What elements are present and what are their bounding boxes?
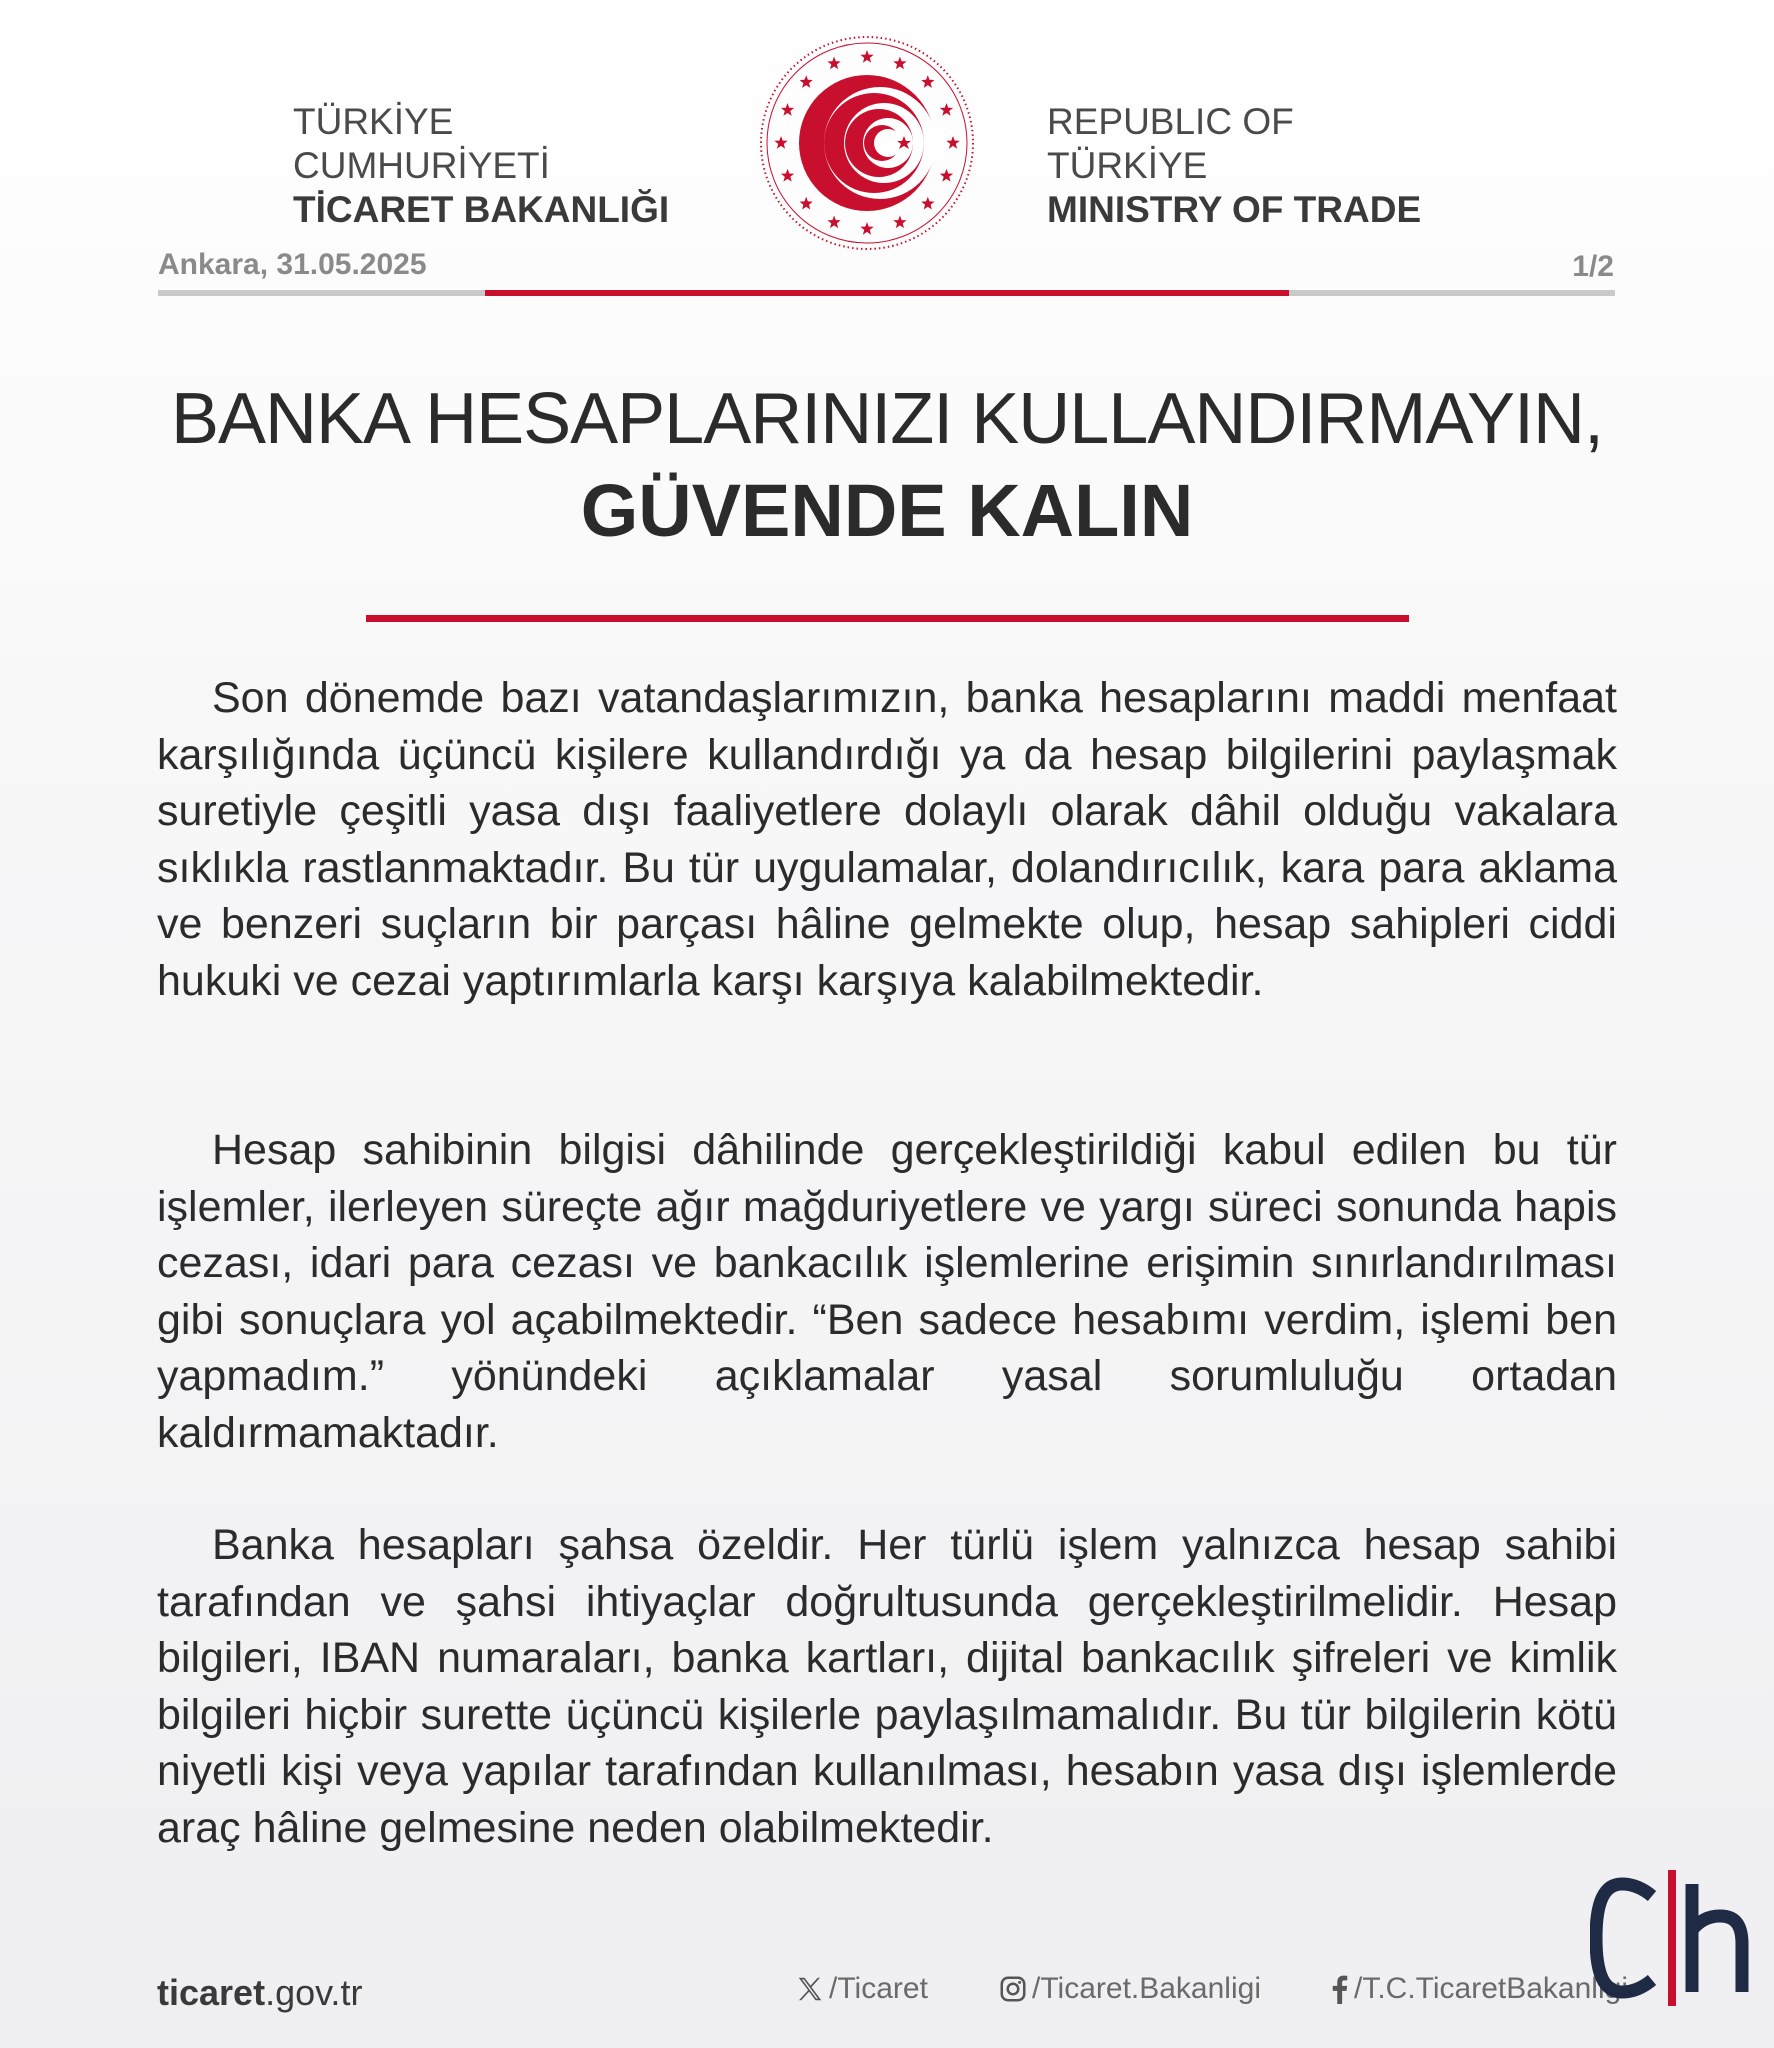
header-left-block: [293, 100, 683, 232]
emblem-star-icon: [800, 197, 813, 210]
header-left-line2: TİCARET BAKANLIĞI: [293, 189, 670, 230]
title-line-2: GÜVENDE KALIN: [580, 469, 1194, 552]
emblem-star-icon: [893, 57, 906, 70]
body-paragraph-2: Hesap sahibinin bilgisi dâhilinde gerçekleştirildiği kabul edilen bu tür işlemler, ilerleyen süreçte ağır mağduriyetlere ve yargı süreci sonunda hapis cezası, idari para cezası ve bankacılık işlemlerine erişimin sınırlandırılması gibi sonuçlara yol açabilmektedir. “Ben sadece hesabımı verdim, işlemi ben yapmadım.” yönündeki açıklamalar yasal sorumluluğu ortadan kaldırmamaktadır.: [157, 1126, 1617, 1457]
emblem-star-icon: [774, 136, 787, 149]
footer-website-link[interactable]: [157, 1972, 362, 2014]
footer-instagram-handle: /Ticaret.Bakanligi: [1032, 1972, 1261, 2005]
emblem-star-icon: [940, 103, 953, 116]
date-line: Ankara, 31.05.2025: [158, 248, 427, 281]
footer-facebook-link[interactable]: [1328, 1972, 1628, 2006]
emblem-star-icon: [781, 169, 794, 182]
emblem-star-icon: [860, 222, 873, 235]
emblem-star-icon: [893, 216, 906, 229]
header-right-block: [1047, 100, 1447, 232]
page-number: 1/2: [1572, 250, 1614, 283]
footer-x-link[interactable]: [795, 1972, 928, 2006]
footer-instagram-link[interactable]: [998, 1972, 1261, 2006]
emblem-star-icon: [800, 75, 813, 88]
title-line-1: BANKA HESAPLARINIZI KULLANDIRMAYIN,: [170, 379, 1604, 459]
footer-website-bold: ticaret: [157, 1972, 266, 2013]
x-icon: [795, 1974, 825, 2004]
header-divider-accent: [485, 290, 1289, 296]
ministry-emblem-icon: [757, 33, 977, 253]
facebook-icon: [1328, 1974, 1350, 2004]
footer-facebook-handle: /T.C.TicaretBakanligi: [1354, 1972, 1628, 2005]
emblem-star-icon: [860, 50, 873, 63]
emblem-star-icon: [781, 103, 794, 116]
emblem-star-icon: [946, 136, 959, 149]
emblem-star-icon: [827, 216, 840, 229]
header-right-line1: REPUBLIC OF TÜRKİYE: [1047, 101, 1294, 186]
footer-x-handle: /Ticaret: [829, 1972, 928, 2005]
title-divider: [366, 615, 1409, 622]
emblem-star-icon: [940, 169, 953, 182]
header-left-line1: TÜRKİYE CUMHURİYETİ: [293, 101, 550, 186]
emblem-star-icon: [921, 197, 934, 210]
instagram-icon: [998, 1974, 1028, 2004]
emblem-star-icon: [827, 57, 840, 70]
body-paragraph-1: Son dönemde bazı vatandaşlarımızın, banka hesaplarını maddi menfaat karşılığında üçüncü kişilere kullandırdığı ya da hesap bilgilerini paylaşmak suretiyle çeşitli yasa dışı faaliyetlere dolaylı olarak dâhil olduğu vakalara sıklıkla rastlanmaktadır. Bu tür uygulamalar, dolandırıcılık, kara para aklama ve benzeri suçların bir parçası hâline gelmekte olup, hesap sahipleri ciddi hukuki ve cezai yaptırımlarla karşı karşıya kalabilmektedir.: [157, 674, 1617, 1005]
header-right-line2: MINISTRY OF TRADE: [1047, 189, 1422, 230]
emblem-star-icon: [921, 75, 934, 88]
footer-website-rest: .gov.tr: [265, 1972, 363, 2013]
ch-watermark-logo: [1590, 1868, 1760, 2008]
body-paragraph-3: Banka hesapları şahsa özeldir. Her türlü işlem yalnızca hesap sahibi tarafından ve şahsi ihtiyaçlar doğrultusunda gerçekleştirilmelidir. Hesap bilgileri, IBAN numaraları, banka kartları, dijital bankacılık şifreleri ve kimlik bilgileri hiçbir surette üçüncü kişilerle paylaşılmamalıdır. Bu tür bilgilerin kötü niyetli kişi veya yapılar tarafından kullanılması, hesabın yasa dışı işlemlerde araç hâline gelmesine neden olabilmektedir.: [157, 1521, 1617, 1852]
